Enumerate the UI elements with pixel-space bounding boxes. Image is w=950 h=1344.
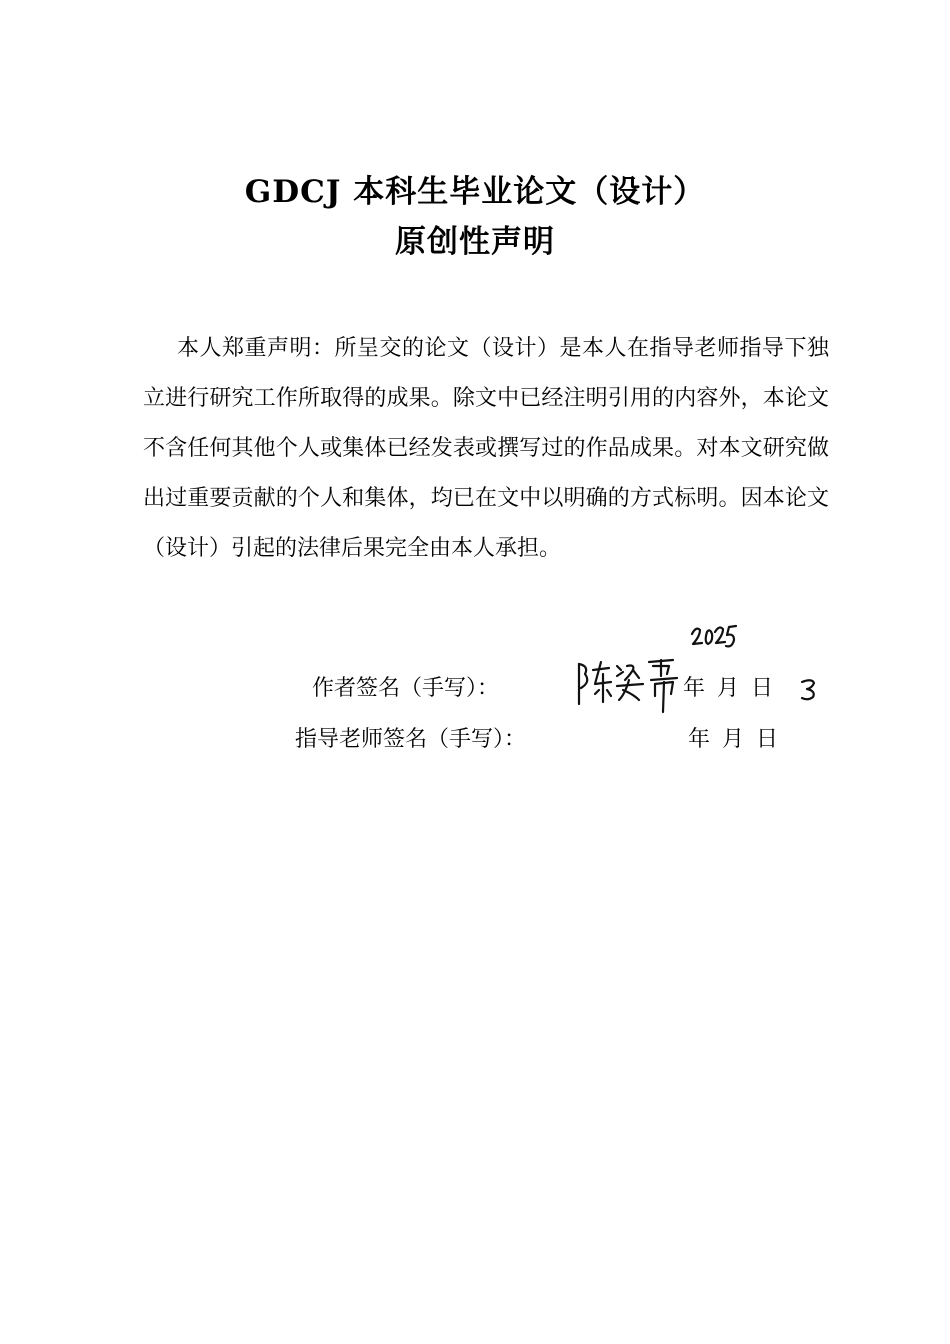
advisor-date-month-unit: 月 (722, 727, 745, 752)
author-signature-label: 作者签名（手写）： (312, 676, 500, 701)
author-handwritten-signature (573, 654, 685, 714)
document-subtitle: 原创性声明 (395, 224, 555, 260)
advisor-date-day-unit: 日 (756, 727, 779, 752)
handwritten-year (690, 622, 738, 654)
author-date (683, 674, 773, 704)
author-date-month-unit: 月 (717, 676, 740, 701)
handwritten-day (798, 676, 820, 704)
advisor-date-year-unit: 年 (688, 727, 711, 752)
author-date-day-unit: 日 (751, 676, 774, 701)
advisor-date (688, 725, 778, 755)
advisor-signature-label: 指导老师签名（手写）： (295, 727, 527, 752)
author-date-year-unit: 年 (683, 676, 706, 701)
document-title: GDCJ 本科生毕业论文（设计） (244, 174, 706, 210)
declaration-paragraph: 本人郑重声明：所呈交的论文（设计）是本人在指导老师指导下独立进行研究工作所取得的成果。除文中已经注明引用的内容外，本论文不含任何其他个人或集体已经发表或撰写过的作品成果。对本文研究做出过重要贡献的个人和集体，均已在文中以明确的方式标明。因本论文（设计）引起的法律后果完全由本人承担。 (143, 336, 829, 561)
